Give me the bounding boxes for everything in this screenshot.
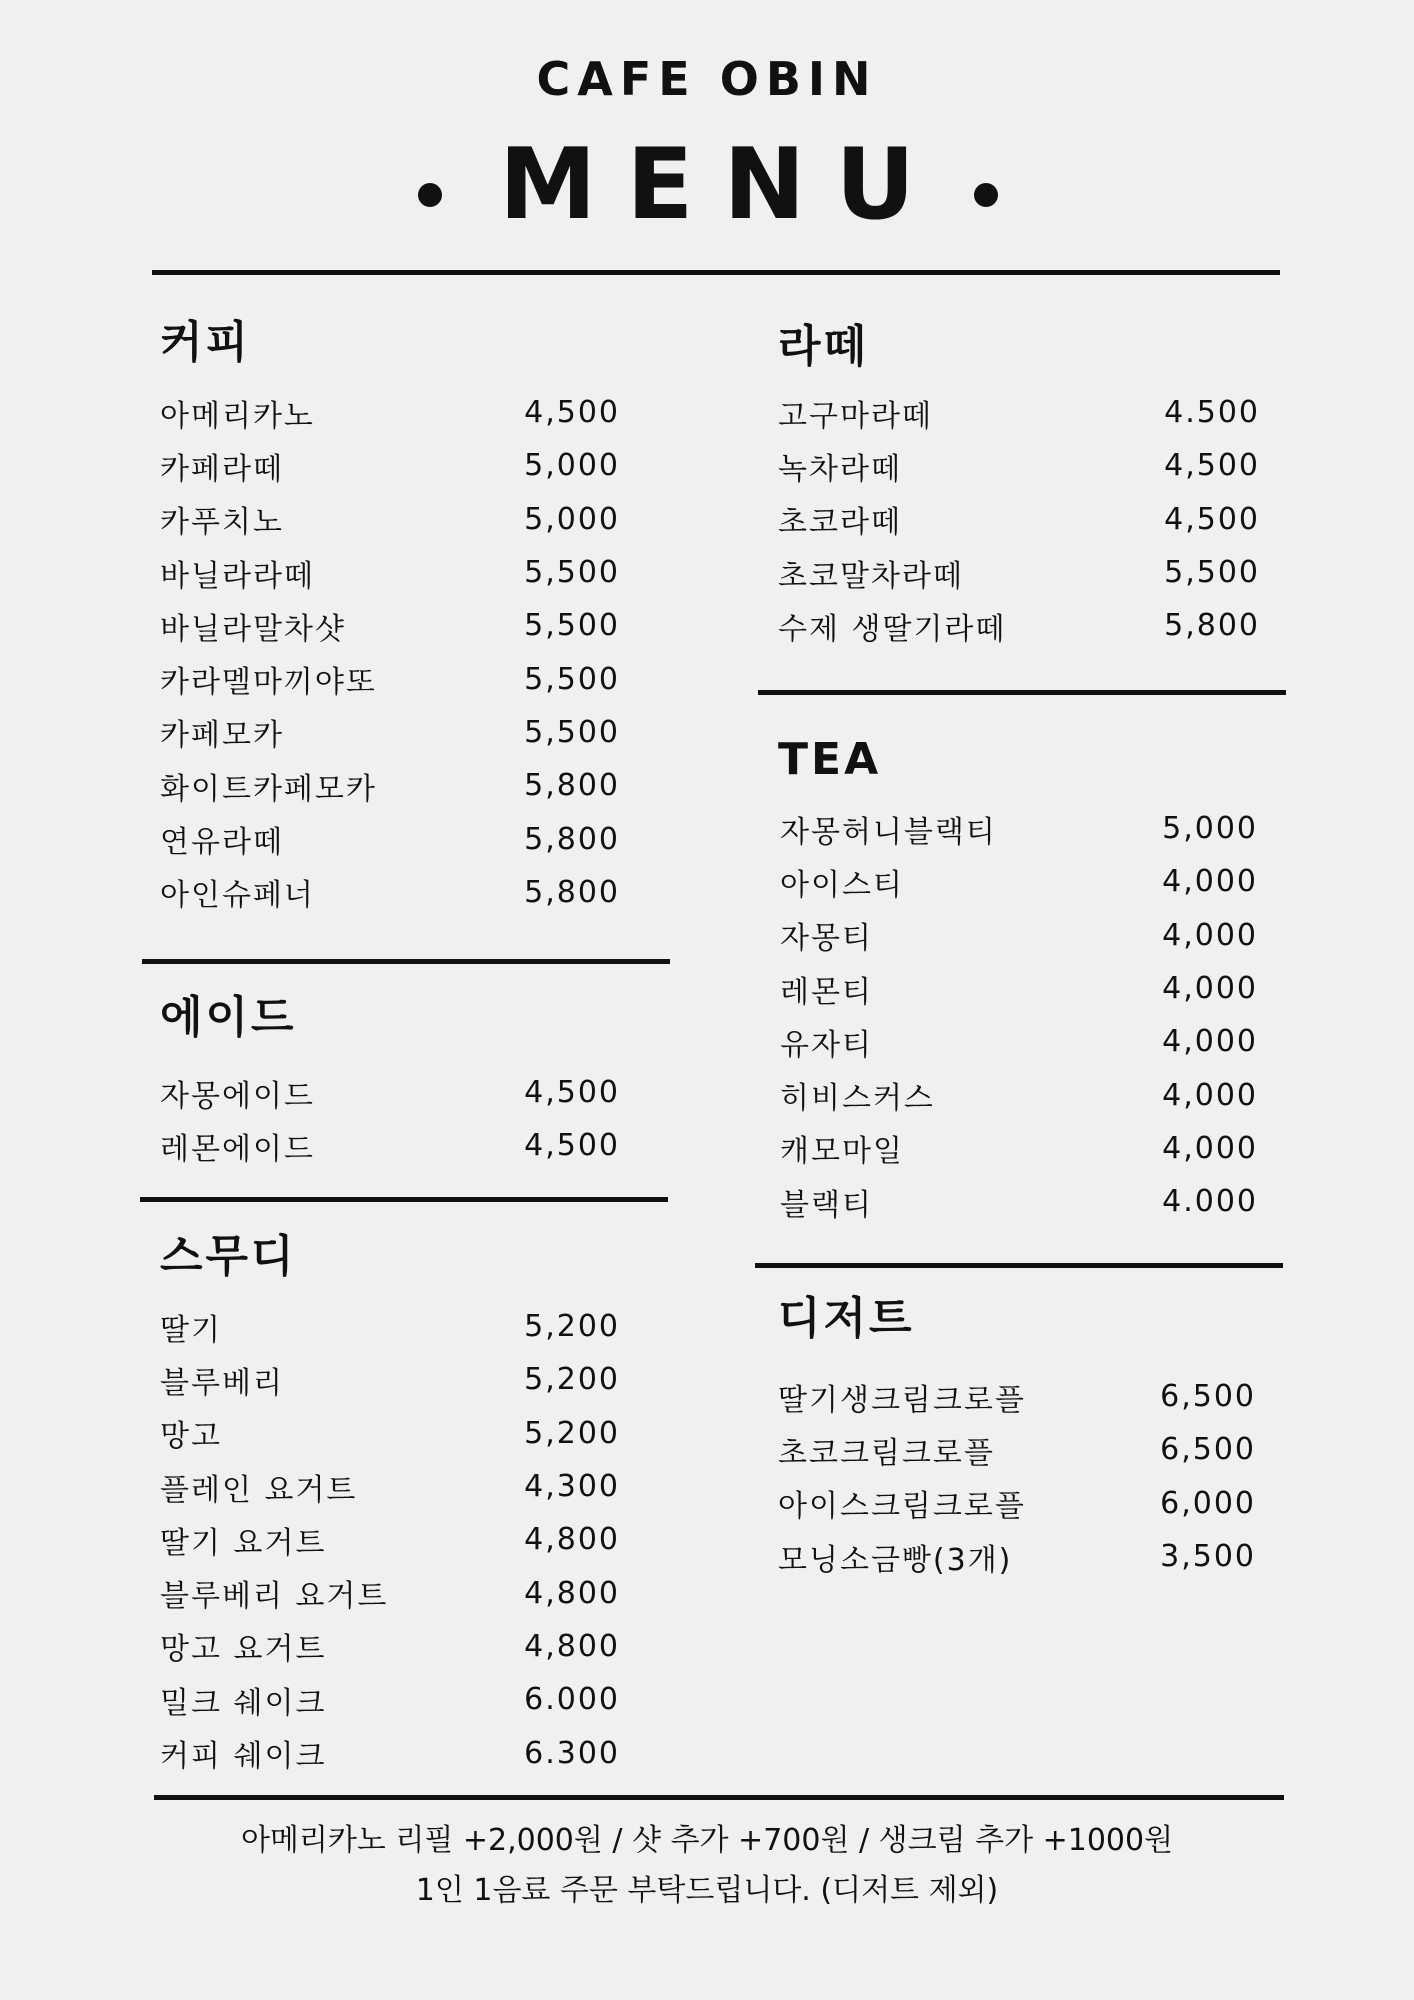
menu-item-price: 4,000: [1162, 917, 1258, 953]
menu-item-name: 아인슈페너: [160, 878, 315, 914]
menu-item-row: [160, 1353, 620, 1406]
menu-item-row: [160, 1300, 620, 1353]
menu-item-name: 딸기 요거트: [160, 1525, 327, 1561]
latte-divider: [758, 690, 1286, 695]
menu-item-row: [160, 759, 620, 812]
menu-item-price: 4,000: [1162, 864, 1258, 900]
smoothie-list: [160, 1300, 620, 1780]
menu-item-price: 5,800: [1164, 608, 1260, 644]
menu-item-row: [778, 493, 1260, 546]
menu-item-name: 자몽허니블랙티: [780, 814, 997, 850]
menu-item-name: 바닐라말차샷: [160, 611, 346, 647]
menu-item-price: 5,500: [524, 661, 620, 697]
menu-item-row: [780, 855, 1258, 908]
menu-item-price: 4,800: [524, 1628, 620, 1664]
menu-item-row: [160, 1513, 620, 1566]
footer-notes: [0, 1816, 1414, 1916]
menu-item-price: 6,500: [1160, 1432, 1256, 1468]
coffee-list: [160, 386, 620, 919]
menu-item-row: [160, 439, 620, 492]
menu-item-name: 초코라떼: [778, 505, 902, 541]
menu-item-row: [778, 439, 1260, 492]
menu-item-price: 4.500: [1164, 395, 1260, 431]
menu-item-price: 5,800: [524, 874, 620, 910]
menu-item-row: [780, 802, 1258, 855]
tea-divider: [755, 1263, 1283, 1268]
right-dot-ornament: [974, 183, 998, 207]
menu-item-row: [778, 546, 1260, 599]
menu-item-row: [160, 493, 620, 546]
menu-item-name: 초코말차라떼: [778, 558, 964, 594]
menu-item-price: 5,500: [1164, 555, 1260, 591]
menu-item-row: [160, 1407, 620, 1460]
menu-item-name: 블랙티: [780, 1187, 873, 1223]
menu-item-name: 자몽티: [780, 921, 873, 957]
cafe-name: CAFE OBIN: [536, 52, 878, 106]
menu-item-name: 레몬티: [780, 974, 873, 1010]
menu-item-price: 4,000: [1162, 1077, 1258, 1113]
menu-item-row: [780, 1015, 1258, 1068]
menu-item-price: 4.000: [1162, 1184, 1258, 1220]
menu-item-row: [160, 1726, 620, 1779]
menu-item-name: 수제 생딸기라떼: [778, 611, 1007, 647]
menu-item-price: 4,500: [1164, 501, 1260, 537]
menu-item-name: 카페모카: [160, 718, 284, 754]
menu-item-row: [160, 652, 620, 705]
section-heading-latte: 라떼: [778, 321, 870, 372]
menu-item-row: [780, 909, 1258, 962]
menu-item-price: 5,200: [524, 1309, 620, 1345]
menu-item-price: 4,000: [1162, 1024, 1258, 1060]
dessert-list: [778, 1370, 1256, 1583]
menu-item-price: 5,000: [524, 501, 620, 537]
menu-item-name: 카푸치노: [160, 505, 284, 541]
header-divider: [152, 270, 1280, 275]
menu-item-row: [160, 599, 620, 652]
menu-item-row: [780, 962, 1258, 1015]
menu-item-name: 커피 쉐이크: [160, 1739, 327, 1775]
menu-item-row: [160, 706, 620, 759]
footer-refill-note: 아메리카노 리필 +2,000원 / 샷 추가 +700원 / 생크림 추가 +1000원: [240, 1823, 1174, 1858]
menu-item-name: 카라멜마끼야또: [160, 665, 377, 701]
menu-item-price: 3,500: [1160, 1539, 1256, 1575]
menu-item-price: 4,000: [1162, 1130, 1258, 1166]
menu-item-price: 5,800: [524, 821, 620, 857]
menu-item-name: 레몬에이드: [160, 1131, 315, 1167]
menu-item-row: [780, 1175, 1258, 1228]
menu-item-row: [780, 1122, 1258, 1175]
menu-item-price: 6.000: [524, 1682, 620, 1718]
latte-list: [778, 386, 1260, 652]
menu-item-row: [778, 1423, 1256, 1476]
section-heading-ade: 에이드: [160, 992, 297, 1043]
menu-item-row: [160, 386, 620, 439]
menu-item-name: 아메리카노: [160, 398, 315, 434]
ade-divider: [140, 1197, 668, 1202]
menu-item-name: 유자티: [780, 1027, 873, 1063]
menu-item-price: 5,800: [524, 768, 620, 804]
menu-item-row: [778, 1530, 1256, 1583]
menu-item-row: [160, 1066, 620, 1119]
menu-item-name: 딸기: [160, 1312, 222, 1348]
ade-list: [160, 1066, 620, 1173]
menu-item-row: [780, 1068, 1258, 1121]
menu-item-price: 5,200: [524, 1362, 620, 1398]
menu-item-name: 캐모마일: [780, 1134, 904, 1170]
menu-title: MENU: [498, 128, 946, 242]
menu-item-name: 히비스커스: [780, 1081, 935, 1117]
menu-item-row: [160, 1566, 620, 1619]
menu-item-name: 모닝소금빵(3개): [778, 1542, 1013, 1578]
menu-item-price: 6,500: [1160, 1379, 1256, 1415]
menu-item-row: [160, 1673, 620, 1726]
menu-item-name: 블루베리 요거트: [160, 1579, 389, 1615]
menu-item-name: 화이트카페모카: [160, 771, 377, 807]
menu-item-row: [160, 1620, 620, 1673]
menu-item-price: 4,500: [524, 395, 620, 431]
menu-item-price: 5,000: [524, 448, 620, 484]
menu-item-name: 카페라떼: [160, 451, 284, 487]
menu-item-price: 5,500: [524, 555, 620, 591]
menu-item-row: [778, 1477, 1256, 1530]
menu-item-name: 녹차라떼: [778, 451, 902, 487]
tea-list: [780, 802, 1258, 1228]
menu-item-row: [778, 386, 1260, 439]
menu-item-name: 연유라떼: [160, 825, 284, 861]
section-heading-coffee: 커피: [160, 317, 252, 368]
menu-item-row: [778, 599, 1260, 652]
menu-item-name: 고구마라떼: [778, 398, 933, 434]
menu-item-row: [160, 812, 620, 865]
menu-item-price: 5,200: [524, 1415, 620, 1451]
menu-item-name: 자몽에이드: [160, 1078, 315, 1114]
menu-item-name: 초코크림크로플: [778, 1435, 995, 1471]
footer-order-note: 1인 1음료 주문 부탁드립니다. (디저트 제외): [415, 1873, 999, 1908]
menu-item-price: 5,500: [524, 714, 620, 750]
menu-item-row: [778, 1370, 1256, 1423]
menu-item-price: 4,000: [1162, 971, 1258, 1007]
section-heading-dessert: 디저트: [778, 1293, 915, 1344]
menu-item-name: 블루베리: [160, 1365, 284, 1401]
menu-item-price: 4,800: [524, 1575, 620, 1611]
section-heading-smoothie: 스무디: [160, 1231, 297, 1282]
menu-item-price: 4,800: [524, 1522, 620, 1558]
menu-item-name: 아이스크림크로플: [778, 1489, 1026, 1525]
menu-item-price: 4,500: [1164, 448, 1260, 484]
menu-item-name: 딸기생크림크로플: [778, 1382, 1026, 1418]
menu-item-name: 아이스티: [780, 867, 904, 903]
menu-item-name: 플레인 요거트: [160, 1472, 358, 1508]
menu-item-row: [160, 1119, 620, 1172]
menu-item-row: [160, 1460, 620, 1513]
menu-item-name: 바닐라라떼: [160, 558, 315, 594]
menu-item-price: 5,500: [524, 608, 620, 644]
section-heading-tea: TEA: [778, 734, 882, 785]
coffee-divider: [142, 959, 670, 964]
menu-item-price: 6,000: [1160, 1485, 1256, 1521]
menu-item-row: [160, 546, 620, 599]
menu-item-name: 망고: [160, 1419, 222, 1455]
menu-item-name: 밀크 쉐이크: [160, 1685, 327, 1721]
menu-item-price: 4,300: [524, 1469, 620, 1505]
menu-item-name: 망고 요거트: [160, 1632, 327, 1668]
menu-item-row: [160, 866, 620, 919]
footer-divider: [154, 1795, 1284, 1800]
menu-item-price: 4,500: [524, 1075, 620, 1111]
menu-item-price: 4,500: [524, 1128, 620, 1164]
menu-item-price: 5,000: [1162, 811, 1258, 847]
menu-item-price: 6.300: [524, 1735, 620, 1771]
